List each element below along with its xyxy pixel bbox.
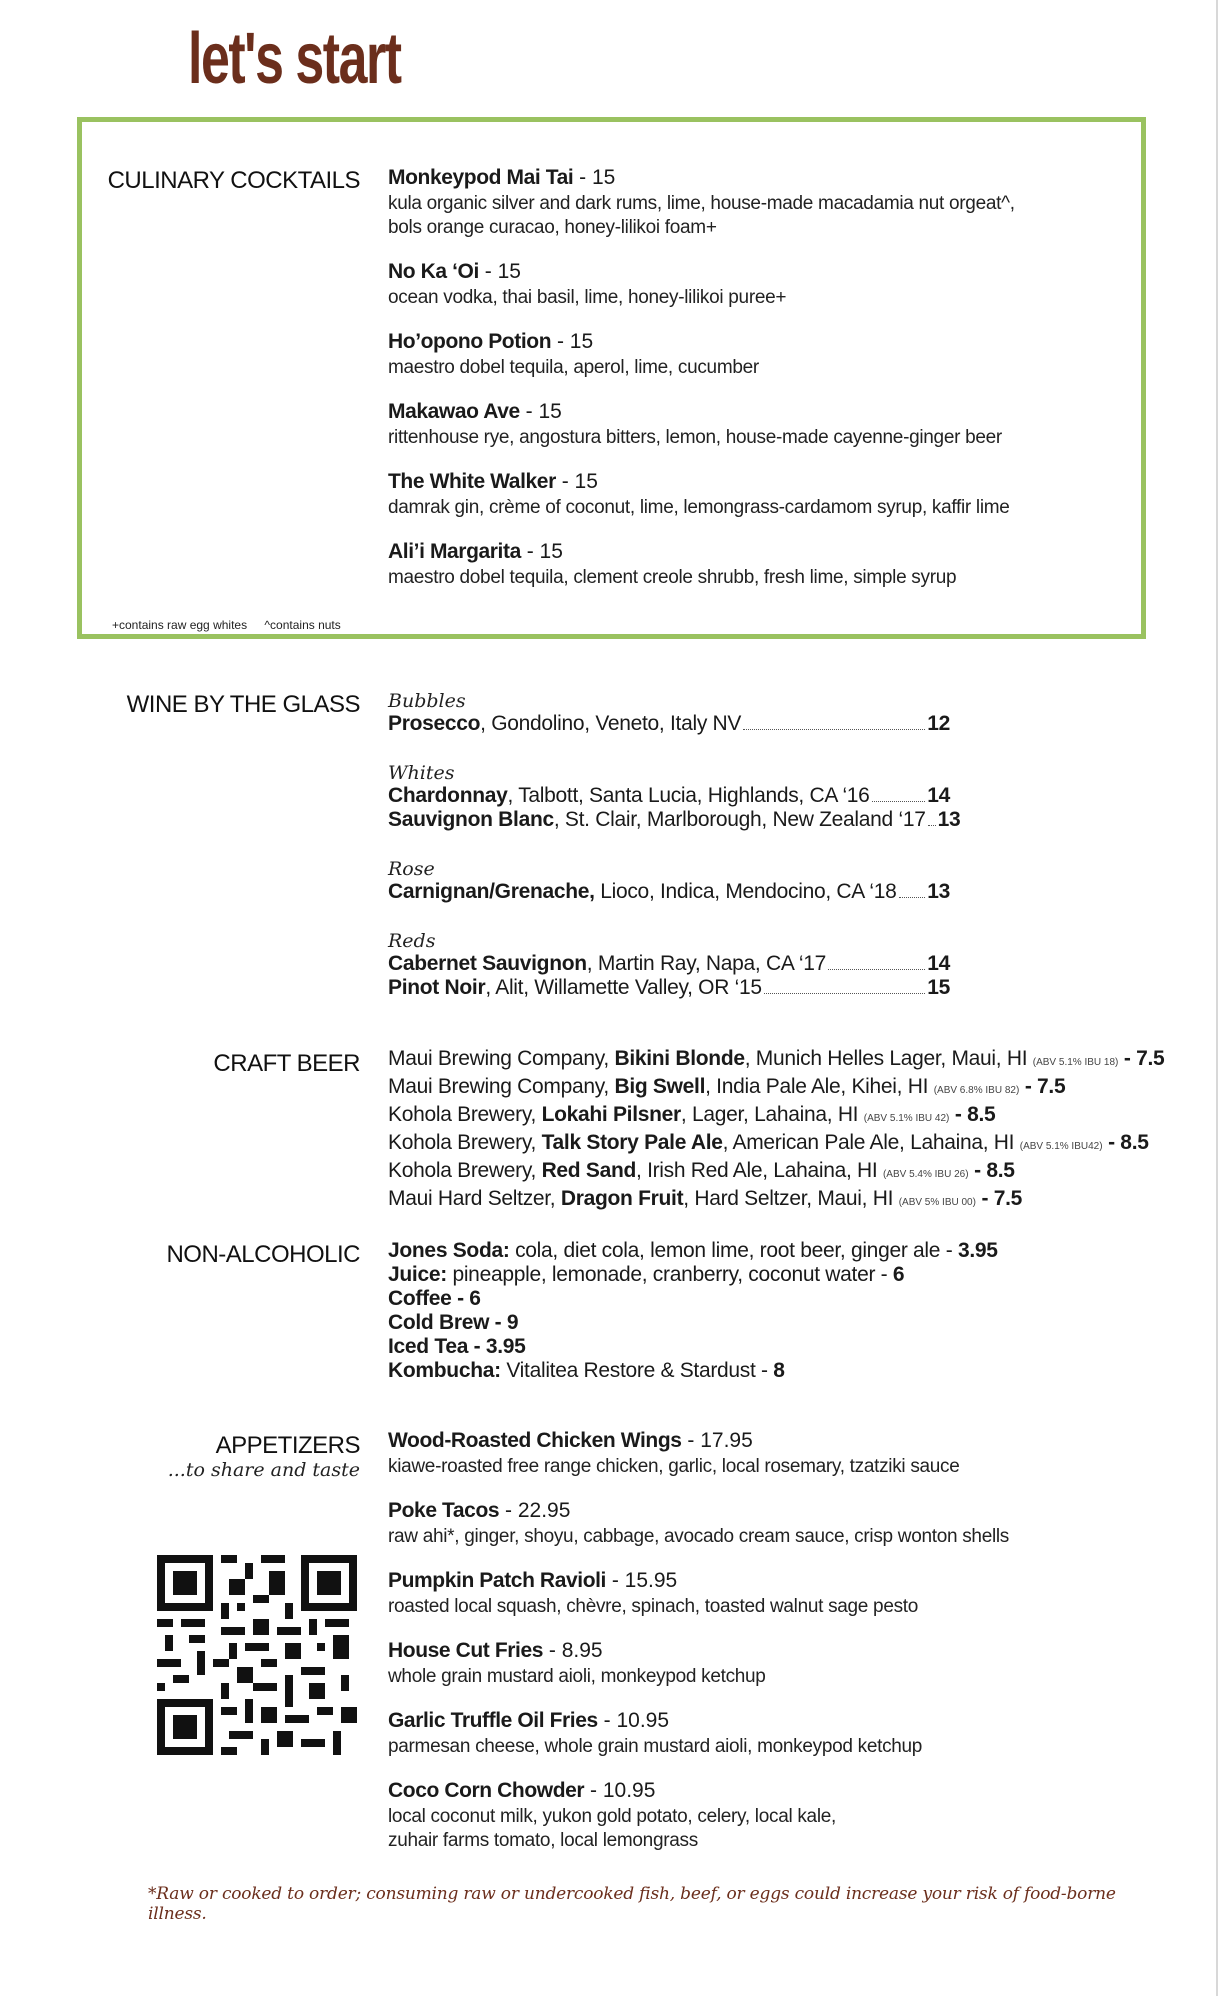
wine-details: , Gondolino, Veneto, Italy NV xyxy=(480,712,742,735)
wine-group xyxy=(388,690,950,736)
beer-brewery: Kohola Brewery, xyxy=(388,1103,542,1126)
appetizer-name: Pumpkin Patch Ravioli xyxy=(388,1569,606,1592)
dot-leader xyxy=(828,969,925,970)
wine-name: Prosecco xyxy=(388,712,481,735)
wine-group xyxy=(388,858,950,904)
beer-name: Bikini Blonde xyxy=(614,1047,745,1070)
cocktail-name: Makawao Ave xyxy=(388,400,520,423)
non-alcoholic-row xyxy=(388,1287,998,1311)
beer-style: , Irish Red Ale, Lahaina, HI xyxy=(636,1159,883,1182)
wine-description xyxy=(388,976,762,1000)
cocktail-footnote xyxy=(112,618,355,632)
wine-price: 15 xyxy=(927,976,950,999)
appetizer-description: raw ahi*, ginger, shoyu, cabbage, avocado cream sauce, crisp wonton shells xyxy=(388,1526,1009,1547)
appetizer-item xyxy=(388,1499,1009,1549)
drink-name: Cold Brew - 9 xyxy=(388,1311,519,1334)
appetizer-description: roasted local squash, chèvre, spinach, toasted walnut sage pesto xyxy=(388,1596,919,1617)
beer-price: - 8.5 xyxy=(968,1159,1015,1182)
qr-code[interactable] xyxy=(157,1555,357,1755)
drink-description: Vitalitea Restore & Stardust - xyxy=(500,1359,774,1382)
cocktail-name: Ho’opono Potion xyxy=(388,330,552,353)
drink-name: Jones Soda: xyxy=(388,1239,510,1262)
wine-description xyxy=(388,784,870,808)
beer-brewery: Kohola Brewery, xyxy=(388,1159,542,1182)
cocktail-item xyxy=(388,166,1015,240)
dot-leader xyxy=(743,729,925,730)
wine-details: , Martin Ray, Napa, CA ‘17 xyxy=(586,952,827,975)
beer-name: Big Swell xyxy=(614,1075,706,1098)
wine-row xyxy=(388,880,950,904)
beer-name: Talk Story Pale Ale xyxy=(541,1131,723,1154)
wine-row xyxy=(388,784,950,808)
appetizer-price: - 10.95 xyxy=(584,1779,656,1802)
wine-price: 13 xyxy=(927,880,950,903)
beer-name: Dragon Fruit xyxy=(560,1187,684,1210)
dot-leader xyxy=(928,825,936,826)
food-safety-disclaimer: *Raw or cooked to order; consuming raw or undercooked fish, beef, or eggs could increase your risk of food-borne illness. xyxy=(148,1884,1116,1924)
beer-row xyxy=(388,1187,1164,1215)
wine-group xyxy=(388,930,950,1000)
cocktail-description: rittenhouse rye, angostura bitters, lemon, house-made cayenne-ginger beer xyxy=(388,427,1002,448)
wine-details: , Alit, Willamette Valley, OR ‘15 xyxy=(485,976,762,999)
cocktail-price: - 15 xyxy=(520,540,563,563)
cocktail-description: maestro dobel tequila, clement creole shrubb, fresh lime, simple syrup xyxy=(388,567,957,588)
cocktail-name: The White Walker xyxy=(388,470,556,493)
beer-style: , India Pale Ale, Kihei, HI xyxy=(705,1075,934,1098)
appetizer-description: parmesan cheese, whole grain mustard aioli, monkeypod ketchup xyxy=(388,1736,923,1757)
cocktail-item xyxy=(388,260,1015,310)
drink-price: 3.95 xyxy=(957,1239,998,1262)
cocktail-item xyxy=(388,400,1015,450)
beer-price: - 8.5 xyxy=(1102,1131,1149,1154)
non-alcoholic-row xyxy=(388,1263,998,1287)
wine-description xyxy=(388,808,926,832)
beer-price: - 7.5 xyxy=(1118,1047,1165,1070)
cocktail-description: maestro dobel tequila, aperol, lime, cucumber xyxy=(388,357,759,378)
beer-style: , Lager, Lahaina, HI xyxy=(680,1103,864,1126)
beer-name: Lokahi Pilsner xyxy=(541,1103,681,1126)
wine-category: Reds xyxy=(388,930,436,952)
beer-brewery: Maui Hard Seltzer, xyxy=(388,1187,561,1210)
beer-price: - 7.5 xyxy=(1019,1075,1066,1098)
drink-description: cola, diet cola, lemon lime, root beer, ginger ale - xyxy=(509,1239,958,1262)
wine-row xyxy=(388,712,950,736)
appetizer-description: local coconut milk, yukon gold potato, celery, local kale, xyxy=(388,1806,836,1827)
section-label-non-alcoholic: NON-ALCOHOLIC xyxy=(166,1241,360,1268)
wine-description xyxy=(388,952,826,976)
non-alcoholic-row xyxy=(388,1311,998,1335)
appetizer-name: Coco Corn Chowder xyxy=(388,1779,585,1802)
beer-style: , Munich Helles Lager, Maui, HI xyxy=(744,1047,1033,1070)
beer-row xyxy=(388,1047,1164,1075)
section-label-beer: CRAFT BEER xyxy=(213,1050,360,1077)
appetizer-price: - 10.95 xyxy=(597,1709,670,1732)
wine-category: Bubbles xyxy=(388,690,466,712)
drink-name: Juice: xyxy=(388,1263,447,1286)
section-label-cocktails: CULINARY COCKTAILS xyxy=(107,167,360,194)
page-title: let's start xyxy=(188,19,401,99)
beer-row xyxy=(388,1159,1164,1187)
wine-details: , Talbott, Santa Lucia, Highlands, CA ‘16 xyxy=(507,784,870,807)
drink-price: 8 xyxy=(773,1359,785,1382)
appetizer-item xyxy=(388,1429,1009,1479)
cocktail-price: - 15 xyxy=(551,330,594,353)
wine-group xyxy=(388,762,961,832)
appetizer-description: whole grain mustard aioli, monkeypod ketchup xyxy=(388,1666,766,1687)
appetizer-item xyxy=(388,1779,1009,1853)
dot-leader xyxy=(899,897,926,898)
beer-price: - 7.5 xyxy=(975,1187,1023,1210)
drink-name: Iced Tea - 3.95 xyxy=(388,1335,526,1358)
cocktail-name: Monkeypod Mai Tai xyxy=(388,166,574,189)
wine-category: Rose xyxy=(388,858,435,880)
beer-abv: (ABV 5.1% IBU42) xyxy=(1019,1141,1103,1152)
wine-name: Carnignan/Grenache, xyxy=(388,880,595,903)
beer-abv: (ABV 5% IBU 00) xyxy=(898,1197,976,1208)
cocktail-description: damrak gin, crème of coconut, lime, lemongrass-cardamom syrup, kaffir lime xyxy=(388,497,1010,518)
wine-description xyxy=(388,712,741,736)
wine-name: Pinot Noir xyxy=(388,976,486,999)
beer-abv: (ABV 5.1% IBU 18) xyxy=(1032,1057,1119,1068)
non-alcoholic-row xyxy=(388,1239,998,1263)
appetizer-price: - 22.95 xyxy=(499,1499,571,1522)
drink-price: 6 xyxy=(892,1263,905,1286)
beer-row xyxy=(388,1103,1164,1131)
wine-row xyxy=(388,976,950,1000)
section-label-wine: WINE BY THE GLASS xyxy=(126,691,360,718)
beer-price: - 8.5 xyxy=(949,1103,996,1126)
cocktail-item xyxy=(388,540,1015,590)
cocktail-name: No Ka ‘Oi xyxy=(388,260,479,283)
cocktail-price: - 15 xyxy=(573,166,616,189)
wine-price: 14 xyxy=(927,952,950,975)
beer-abv: (ABV 6.8% IBU 82) xyxy=(933,1085,1020,1096)
appetizer-price: - 8.95 xyxy=(543,1639,603,1662)
appetizer-name: Wood-Roasted Chicken Wings xyxy=(388,1429,682,1452)
wine-row xyxy=(388,952,950,976)
wine-price: 12 xyxy=(927,712,950,735)
dot-leader xyxy=(764,993,925,994)
appetizer-price: - 15.95 xyxy=(606,1569,678,1592)
appetizer-name: Garlic Truffle Oil Fries xyxy=(388,1709,598,1732)
footnote-nuts: ^contains nuts xyxy=(264,618,341,632)
appetizer-item xyxy=(388,1639,1009,1689)
cocktail-description: kula organic silver and dark rums, lime, house-made macadamia nut orgeat^, xyxy=(388,193,1015,214)
appetizer-list xyxy=(388,1429,1009,1853)
wine-category: Whites xyxy=(388,762,455,784)
appetizer-item xyxy=(388,1569,1009,1619)
cocktail-list xyxy=(388,166,1015,590)
beer-brewery: Maui Brewing Company, xyxy=(388,1075,615,1098)
drink-name: Coffee - 6 xyxy=(388,1287,481,1310)
cocktail-price: - 15 xyxy=(555,470,598,493)
dot-leader xyxy=(872,801,926,802)
wine-name: Chardonnay xyxy=(388,784,508,807)
beer-name: Red Sand xyxy=(541,1159,637,1182)
wine-details: , St. Clair, Marlborough, New Zealand ‘17 xyxy=(553,808,926,831)
wine-price: 13 xyxy=(937,808,961,831)
beer-brewery: Kohola Brewery, xyxy=(388,1131,542,1154)
wine-name: Sauvignon Blanc xyxy=(388,808,554,831)
cocktail-description: bols orange curacao, honey-lilikoi foam+ xyxy=(388,217,717,238)
appetizer-price: - 17.95 xyxy=(681,1429,753,1452)
non-alcoholic-row xyxy=(388,1359,998,1383)
beer-row xyxy=(388,1131,1164,1159)
non-alcoholic-row xyxy=(388,1335,998,1359)
cocktail-name: Ali’i Margarita xyxy=(388,540,521,563)
appetizer-name: Poke Tacos xyxy=(388,1499,500,1522)
non-alcoholic-list xyxy=(388,1239,998,1383)
beer-brewery: Maui Brewing Company, xyxy=(388,1047,615,1070)
beer-row xyxy=(388,1075,1164,1103)
appetizers-sublabel: ...to share and taste xyxy=(167,1459,360,1481)
footnote-egg: +contains raw egg whites xyxy=(112,618,248,632)
cocktail-price: - 15 xyxy=(519,400,562,423)
wine-row xyxy=(388,808,961,832)
cocktail-item xyxy=(388,330,1015,380)
drink-description: pineapple, lemonade, cranberry, coconut water - xyxy=(446,1263,893,1286)
appetizer-name: House Cut Fries xyxy=(388,1639,544,1662)
wine-list xyxy=(388,690,961,1000)
cocktail-price: - 15 xyxy=(478,260,521,283)
wine-details: Lioco, Indica, Mendocino, CA ‘18 xyxy=(594,880,897,903)
appetizer-description: kiawe-roasted free range chicken, garlic, local rosemary, tzatziki sauce xyxy=(388,1456,960,1477)
appetizer-item xyxy=(388,1709,1009,1759)
drink-name: Kombucha: xyxy=(388,1359,501,1382)
wine-price: 14 xyxy=(927,784,950,807)
beer-style: , American Pale Ale, Lahaina, HI xyxy=(722,1131,1020,1154)
beer-abv: (ABV 5.4% IBU 26) xyxy=(882,1169,969,1180)
cocktail-description: ocean vodka, thai basil, lime, honey-lilikoi puree+ xyxy=(388,287,787,308)
wine-description xyxy=(388,880,897,904)
cocktail-item xyxy=(388,470,1015,520)
beer-list xyxy=(388,1047,1164,1215)
section-label-appetizers: APPETIZERS xyxy=(215,1432,360,1459)
beer-abv: (ABV 5.1% IBU 42) xyxy=(863,1113,950,1124)
wine-name: Cabernet Sauvignon xyxy=(388,952,587,975)
appetizer-description: zuhair farms tomato, local lemongrass xyxy=(388,1830,698,1851)
beer-style: , Hard Seltzer, Maui, HI xyxy=(683,1187,899,1210)
